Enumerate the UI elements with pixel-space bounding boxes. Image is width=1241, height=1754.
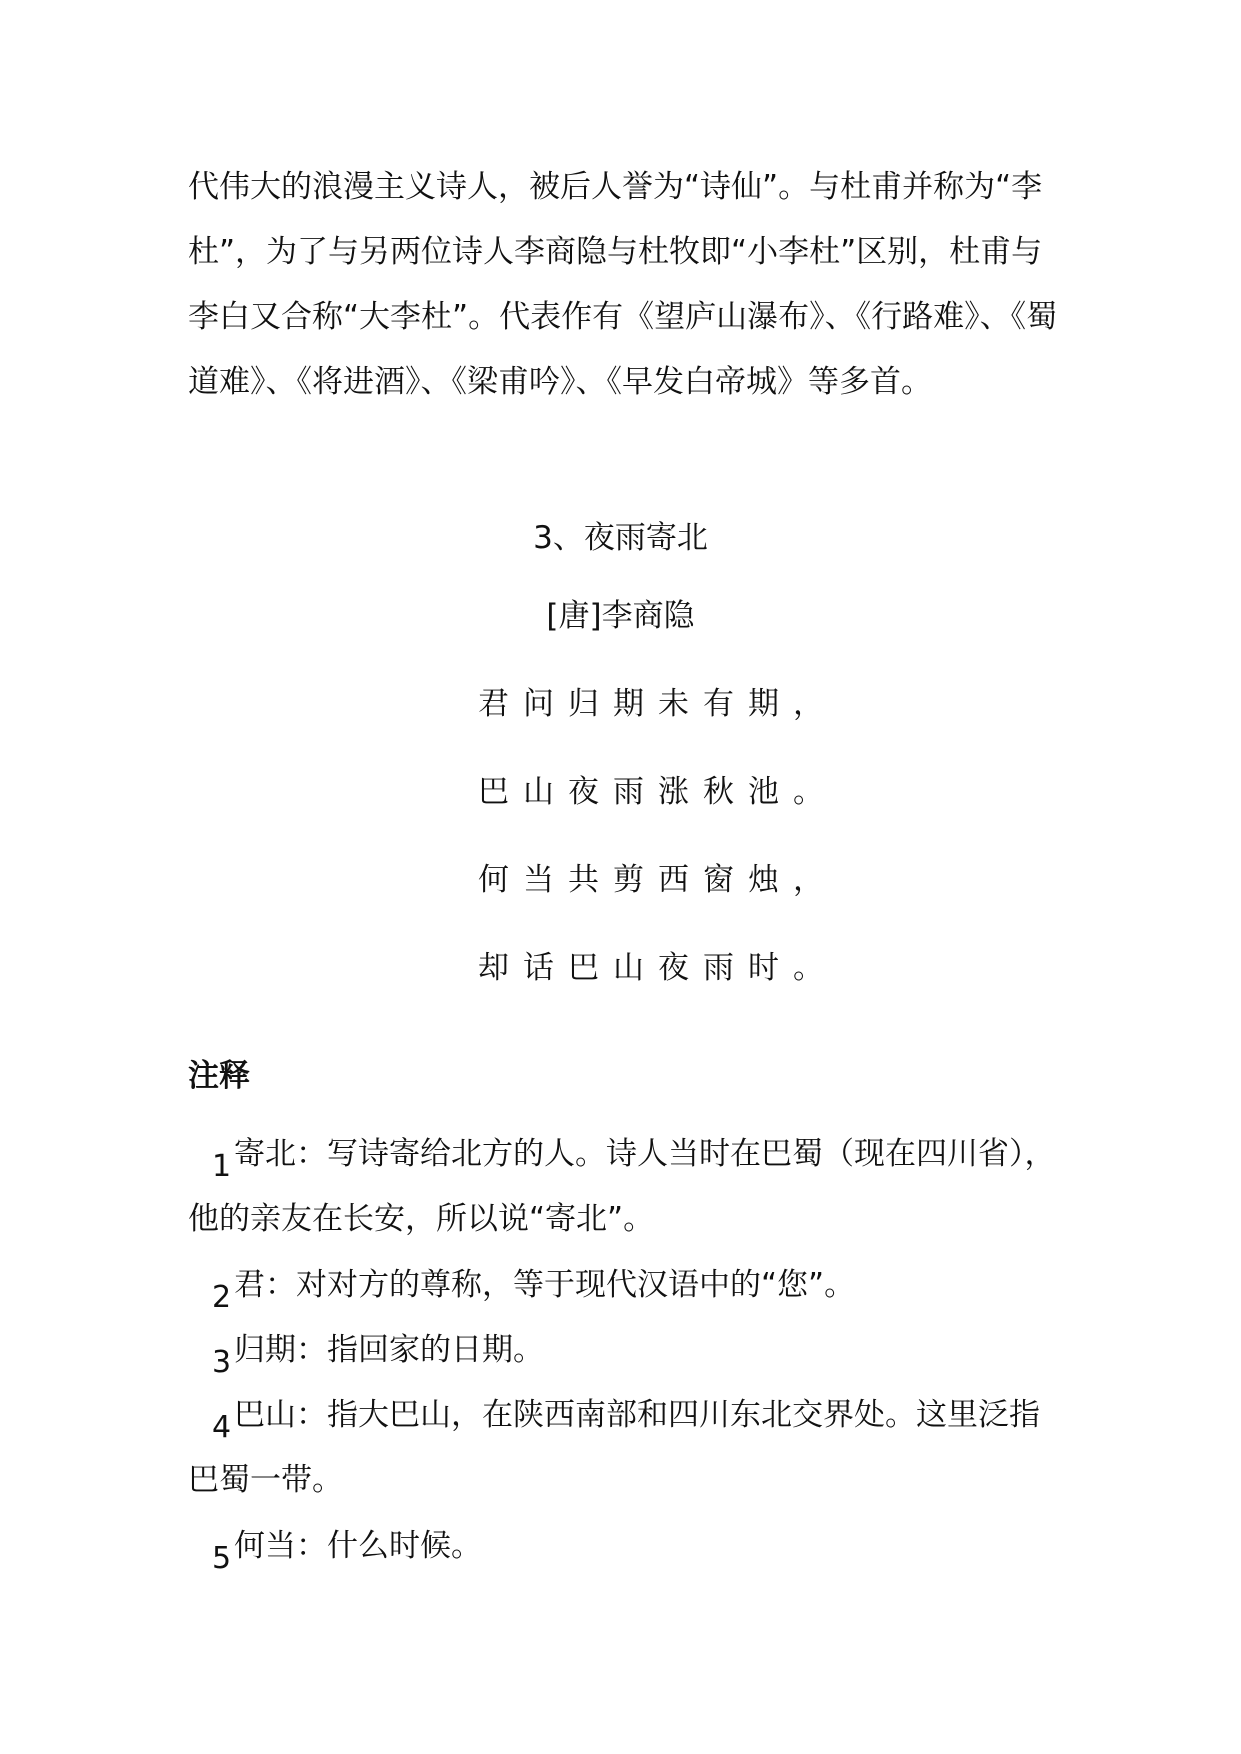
note-text: 归期：指回家的日期。 (234, 1332, 544, 1368)
poem-line: 君问归期未有期， (478, 686, 838, 722)
poem-title: 3、夜雨寄北 (533, 520, 708, 556)
note-item (188, 1253, 1058, 1318)
note-item (188, 1318, 1058, 1383)
note-number: 5 (212, 1541, 232, 1576)
note-number: 1 (212, 1149, 232, 1184)
note-number: 3 (212, 1345, 232, 1380)
poem-line: 却话巴山夜雨时。 (478, 950, 838, 986)
note-text: 君：对对方的尊称，等于现代汉语中的“您”。 (234, 1267, 856, 1303)
poem-author: [唐]李商隐 (546, 598, 695, 634)
poem-line: 何当共剪西窗烛， (478, 862, 838, 898)
note-number: 4 (212, 1410, 232, 1445)
note-text: 寄北：写诗寄给北方的人。诗人当时在巴蜀（现在四川省），他的亲友在长安，所以说“寄北”。 (188, 1136, 1056, 1237)
poem-line: 巴山夜雨涨秋池。 (478, 774, 838, 810)
note-item (188, 1383, 1058, 1513)
note-number: 2 (212, 1280, 232, 1315)
note-item (188, 1122, 1058, 1252)
note-item (188, 1514, 1058, 1579)
note-text: 何当：什么时候。 (234, 1528, 482, 1564)
notes-heading: 注释 (188, 1058, 250, 1094)
intro-paragraph: 代伟大的浪漫主义诗人，被后人誉为“诗仙”。与杜甫并称为“李杜”，为了与另两位诗人李商隐与杜牧即“小李杜”区别，杜甫与李白又合称“大李杜”。代表作有《望庐山瀑布》、《行路难》、《蜀道难》、《将进酒》、《梁甫吟》、《早发白帝城》等多首。 (188, 169, 1058, 400)
note-text: 巴山：指大巴山，在陕西南部和四川东北交界处。这里泛指巴蜀一带。 (188, 1397, 1040, 1498)
